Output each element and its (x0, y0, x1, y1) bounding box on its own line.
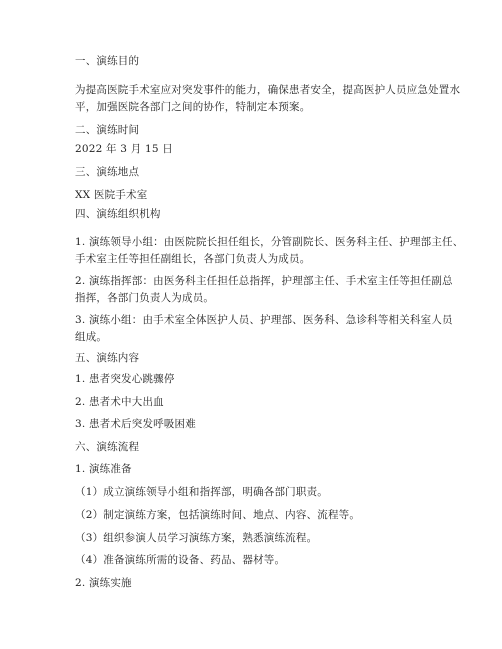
list-item: 1. 患者突发心跳骤停 (75, 373, 175, 385)
paragraph-line: 指挥，各部门负责人为成员。 (75, 292, 215, 304)
section-heading-content: 五、演练内容 (75, 352, 140, 364)
list-item: （1）成立演练领导小组和指挥部，明确各部门职责。 (75, 486, 328, 498)
list-item: （2）制定演练方案，包括演练时间、地点、内容、流程等。 (75, 509, 361, 521)
paragraph-line: 2. 演练指挥部：由医务科主任担任总指挥，护理部主任、手术室主任等担任副总 (75, 275, 453, 287)
section-heading-process: 六、演练流程 (75, 441, 140, 453)
list-item: 1. 演练准备 (75, 463, 132, 475)
place-text: XX 医院手术室 (75, 189, 148, 201)
paragraph-line: 1. 演练领导小组：由医院院长担任组长，分管副院长、医务科主任、护理部主任、 (75, 236, 464, 248)
paragraph-line: 为提高医院手术室应对突发事件的能力，确保患者安全，提高医护人员应急处置水 (75, 84, 461, 96)
paragraph-line: 3. 演练小组：由手术室全体医护人员、护理部、医务科、急诊科等相关科室人员 (75, 314, 453, 326)
list-item: 2. 演练实施 (75, 577, 132, 589)
paragraph-line: 手术室主任等担任副组长，各部门负责人为成员。 (75, 253, 311, 265)
list-item: 2. 患者术中大出血 (75, 396, 164, 408)
list-item: 3. 患者术后突发呼吸困难 (75, 418, 196, 430)
date-text: 2022 年 3 月 15 日 (75, 143, 173, 155)
section-heading-purpose: 一、演练目的 (75, 55, 140, 67)
section-heading-time: 二、演练时间 (75, 124, 140, 136)
list-item: （4）准备演练所需的设备、药品、器材等。 (75, 554, 286, 566)
paragraph-line: 平，加强医院各部门之间的协作，特制定本预案。 (75, 101, 311, 113)
section-heading-place: 三、演练地点 (75, 166, 140, 178)
list-item: （3）组织参演人员学习演练方案，熟悉演练流程。 (75, 532, 318, 544)
section-heading-organization: 四、演练组织机构 (75, 208, 161, 220)
paragraph-line: 组成。 (75, 331, 108, 343)
